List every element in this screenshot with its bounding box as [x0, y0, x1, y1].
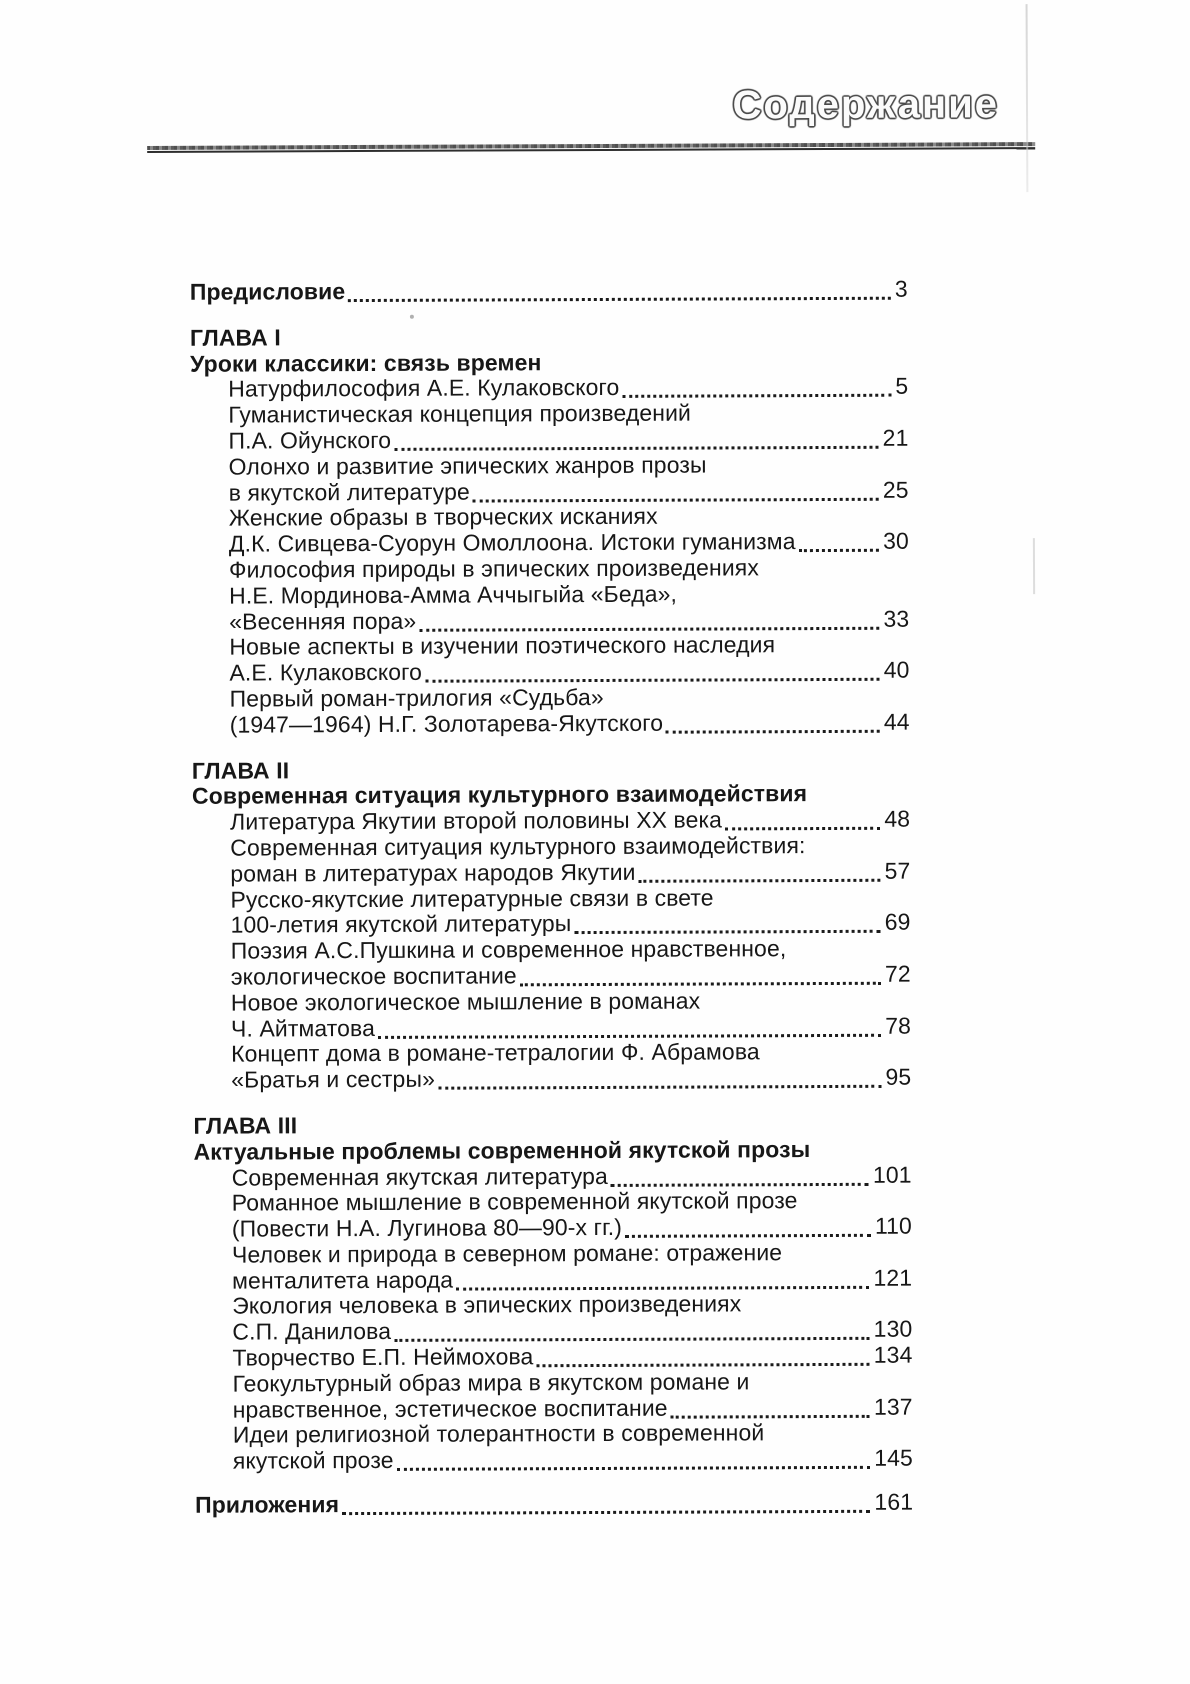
dot-leader-icon	[456, 1265, 869, 1290]
toc-chapter	[190, 322, 910, 738]
toc-line	[229, 451, 909, 480]
toc-item	[195, 1420, 913, 1475]
toc-entry-text: Современная ситуация культурного взаимодействия:	[230, 832, 806, 861]
toc-entry-text: нравственное, эстетическое воспитание	[232, 1394, 668, 1423]
toc-item	[190, 400, 908, 455]
chapter-title: Актуальные проблемы современной якутской прозы	[193, 1135, 811, 1165]
toc-entry	[190, 277, 908, 306]
toc-entry-text: Геокультурный образ мира в якутском романе и	[232, 1368, 750, 1397]
toc-entry-text: менталитета народа	[232, 1266, 454, 1294]
toc-line	[233, 1368, 913, 1397]
toc-entry-text: Женские образы в творческих исканиях	[228, 503, 658, 531]
page-number: 145	[874, 1444, 913, 1472]
toc-line	[230, 709, 910, 738]
dot-leader-icon	[671, 1394, 870, 1418]
toc-line	[231, 1039, 911, 1068]
toc-item	[194, 1343, 912, 1372]
page-number: 134	[873, 1341, 913, 1368]
toc-item	[193, 1039, 911, 1094]
toc-line	[228, 400, 908, 429]
toc-entry-text: Н.Е. Мординова-Амма Аччыгыйа «Беда»,	[229, 580, 678, 609]
toc-entry-text: Романное мышление в современной якутской прозе	[231, 1187, 798, 1216]
toc-item	[193, 987, 911, 1042]
toc-line	[229, 606, 909, 635]
toc-line	[229, 477, 909, 506]
toc-line	[233, 1394, 913, 1423]
toc-entry-text: Предисловие	[189, 278, 346, 305]
dot-leader-icon	[378, 1013, 881, 1038]
dot-leader-icon	[419, 606, 879, 631]
dot-leader-icon	[394, 426, 879, 451]
dot-leader-icon	[625, 1214, 871, 1238]
page-number: 57	[884, 857, 911, 884]
toc-item	[192, 684, 910, 739]
toc-entry-text: Человек и природа в северном романе: отражение	[231, 1239, 783, 1268]
dot-leader-icon	[397, 1446, 871, 1471]
dot-leader-icon	[425, 658, 880, 683]
scan-artifact-line	[1026, 4, 1029, 192]
page-number: 110	[874, 1212, 912, 1239]
chapter-title: Современная ситуация культурного взаимодействия	[191, 780, 808, 810]
toc-item	[193, 936, 911, 991]
toc-entry-text: С.П. Данилова	[232, 1318, 392, 1345]
toc-line	[232, 1317, 912, 1346]
dot-leader-icon	[574, 910, 881, 934]
toc-entry-text: Приложения	[195, 1491, 340, 1518]
toc-line	[232, 1162, 912, 1191]
toc	[190, 277, 913, 1519]
toc-item	[192, 884, 910, 939]
chapter-heading: ГЛАВА II	[191, 756, 290, 784]
toc-entry-text: роман в литературах народов Якутии	[230, 858, 636, 887]
page-number: 137	[873, 1393, 913, 1420]
toc-entry-text: Концепт дома в романе-тетралогии Ф. Абрамова	[231, 1038, 760, 1067]
page-number: 40	[883, 656, 910, 683]
toc-line	[232, 1343, 912, 1372]
dot-leader-icon	[348, 277, 891, 302]
page-number: 48	[884, 805, 911, 832]
toc-entry-text: Первый роман-трилогия «Судьба»	[229, 683, 604, 712]
toc-line	[229, 529, 909, 558]
toc-line	[232, 1291, 912, 1320]
toc-line	[230, 858, 910, 887]
toc-line	[230, 684, 910, 713]
dot-leader-icon	[639, 858, 881, 882]
toc-line	[230, 807, 910, 836]
header-double-rule	[147, 142, 1035, 153]
page-number: 69	[884, 908, 911, 936]
toc-line	[231, 987, 911, 1016]
toc-line	[231, 1065, 911, 1094]
page-title: Содержание	[732, 82, 1000, 128]
page-number: 21	[882, 424, 909, 451]
toc-item	[194, 1162, 912, 1191]
chapter-heading: ГЛАВА III	[193, 1112, 298, 1139]
page-number: 25	[882, 476, 909, 503]
toc-item	[191, 555, 909, 636]
toc-entry	[195, 1490, 913, 1519]
dot-leader-icon	[725, 807, 880, 831]
page-number: 30	[883, 527, 909, 554]
toc-line	[231, 910, 911, 939]
page-number: 101	[872, 1161, 912, 1188]
toc-item	[190, 374, 908, 403]
toc-entry-text: якутской прозе	[232, 1447, 394, 1474]
toc-entry-text: А.Е. Кулаковского	[229, 658, 423, 686]
toc-entry-text: Русско-якутские литературные связи в свете	[230, 884, 714, 913]
toc-entry-text: Гуманистическая концепция произведений	[228, 399, 691, 428]
toc-item	[192, 833, 910, 888]
toc-chapter	[193, 1111, 913, 1475]
toc-entry-text: Философия природы в эпических произведениях	[228, 554, 759, 583]
page-number: 78	[885, 1012, 912, 1039]
toc-line	[228, 426, 908, 455]
toc-line	[229, 503, 909, 532]
scan-speck	[410, 315, 414, 319]
toc-item	[191, 503, 909, 558]
toc-line	[232, 1188, 912, 1217]
toc-line	[228, 374, 908, 403]
toc-entry-text: Олонхо и развитие эпических жанров прозы	[228, 451, 707, 480]
toc-entry-text: (1947—1964) Н.Г. Золотарева-Якутского	[229, 709, 664, 738]
page-number: 5	[895, 373, 909, 400]
toc-entry-text: Ч. Айтматова	[230, 1014, 376, 1042]
toc-line	[229, 555, 909, 584]
dot-leader-icon	[473, 477, 879, 502]
toc-line	[229, 658, 909, 687]
page-number: 161	[874, 1488, 914, 1515]
toc-item	[191, 632, 909, 687]
toc-entry-text: Натурфилософия А.Е. Кулаковского	[228, 374, 620, 402]
toc-line	[190, 277, 908, 306]
dot-leader-icon	[799, 529, 880, 552]
toc-entry-text: Идеи религиозной толерантности в современной	[232, 1419, 765, 1449]
toc-line	[230, 884, 910, 913]
toc-item	[194, 1240, 912, 1295]
toc-entry-text: (Повести Н.А. Лугинова 80—90-х гг.)	[231, 1213, 623, 1242]
chapter-heading: ГЛАВА I	[189, 324, 281, 351]
page-number: 95	[885, 1063, 912, 1090]
toc-line	[232, 1214, 912, 1243]
toc-entry-text: Экология человека в эпических произведениях	[232, 1290, 742, 1320]
dot-leader-icon	[666, 710, 880, 734]
toc-entry-text: экологическое воспитание	[230, 962, 517, 990]
chapter-title: Уроки классики: связь времен	[190, 348, 542, 377]
scan-artifact-tick	[1033, 538, 1035, 594]
toc-item	[194, 1291, 912, 1346]
toc-item	[191, 451, 909, 506]
toc-entry-text: Современная якутская литература	[231, 1162, 608, 1191]
toc-line	[229, 580, 909, 609]
toc-line	[233, 1446, 913, 1475]
toc-entry-text: П.А. Ойунского	[228, 426, 392, 454]
dot-leader-icon	[611, 1162, 869, 1186]
toc-entry-text: 100-летия якутской литературы	[230, 910, 572, 938]
toc-line	[195, 1490, 913, 1519]
toc-item	[194, 1188, 912, 1243]
dot-leader-icon	[520, 962, 881, 987]
dot-leader-icon	[438, 1065, 882, 1090]
page-number: 72	[884, 960, 911, 987]
toc-entry-text: Творчество Е.П. Неймохова	[232, 1343, 534, 1371]
page-number: 121	[873, 1264, 913, 1291]
toc-line	[233, 1420, 913, 1449]
toc-entry-text: «Весенняя пора»	[229, 607, 417, 635]
page-number: 44	[883, 708, 910, 735]
toc-entry-text: Литература Якутии второй половины XX века	[230, 806, 723, 835]
dot-leader-icon	[394, 1317, 870, 1342]
toc-line	[230, 833, 910, 862]
toc-line	[229, 632, 909, 661]
toc-line	[232, 1265, 912, 1294]
toc-entry-text: в якутской литературе	[228, 478, 470, 506]
toc-line	[232, 1240, 912, 1269]
toc-entry-text: Новое экологическое мышление в романах	[230, 987, 701, 1016]
toc-item	[195, 1368, 913, 1423]
toc-entry-text: «Братья и сестры»	[231, 1065, 435, 1093]
dot-leader-icon	[622, 374, 891, 398]
toc-line	[231, 936, 911, 965]
toc-line	[231, 1013, 911, 1042]
toc-entry-text: Поэзия А.С.Пушкина и современное нравственное,	[230, 935, 787, 964]
toc-line	[231, 962, 911, 991]
toc-entry-text: Д.К. Сивцева-Суорун Омоллоона. Истоки гуманизма	[228, 528, 796, 557]
page-number: 33	[883, 605, 910, 632]
dot-leader-icon	[342, 1490, 870, 1515]
toc-chapter	[192, 755, 911, 1093]
dot-leader-icon	[536, 1343, 869, 1367]
page-number: 130	[873, 1315, 913, 1343]
page-number: 3	[894, 275, 908, 302]
toc-entry-text: Новые аспекты в изучении поэтического наследия	[229, 631, 776, 660]
